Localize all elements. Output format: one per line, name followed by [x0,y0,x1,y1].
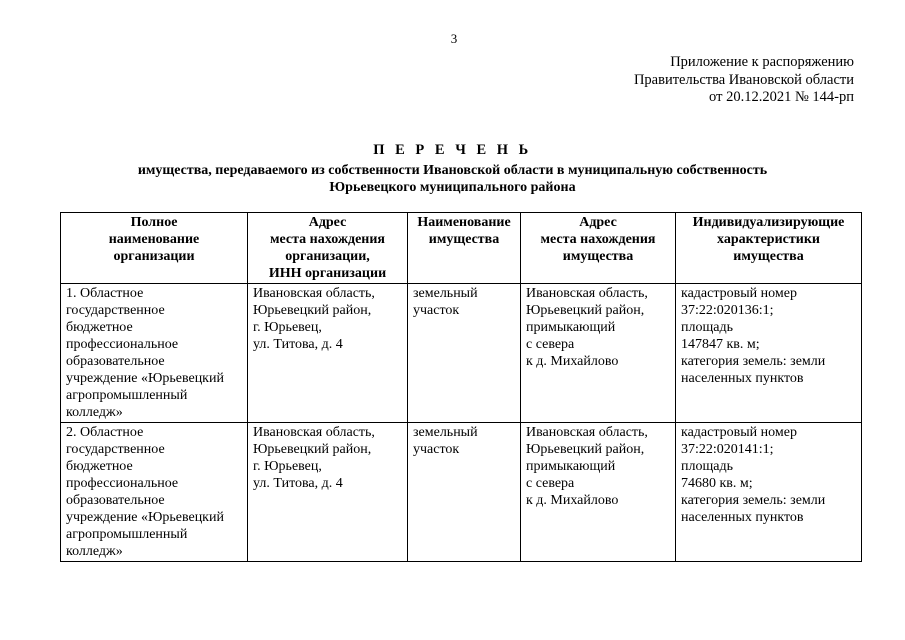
property-table [60,212,862,562]
cell-property-name: земельный участок [408,284,521,423]
cell-property-characteristics: кадастровый номер 37:22:020136:1; площадь 147847 кв. м; категория земель: земли населенных пунктов [676,284,862,423]
header-property-name: Наименование имущества [408,213,521,284]
subtitle-line: Юрьевецкого муниципального района [329,180,576,195]
cell-organization-name: 1. Областное государственное бюджетное профессиональное образовательное учреждение «Юрьевецкий агропромышленный колледж» [61,284,248,423]
header-property-address: Адрес места нахождения имущества [521,213,676,284]
table-header-row [61,213,862,284]
cell-property-address: Ивановская область, Юрьевецкий район, примыкающий с севера к д. Михайлово [521,284,676,423]
header-organization-address: Адрес места нахождения организации, ИНН организации [248,213,408,284]
cell-organization-name: 2. Областное государственное бюджетное профессиональное образовательное учреждение «Юрьевецкий агропромышленный колледж» [61,423,248,562]
cell-organization-address: Ивановская область, Юрьевецкий район, г. Юрьевец, ул. Титова, д. 4 [248,284,408,423]
appendix-line: Правительства Ивановской области [633,71,854,88]
cell-property-address: Ивановская область, Юрьевецкий район, примыкающий с севера к д. Михайлово [521,423,676,562]
appendix-line: от 20.12.2021 № 144-рп [709,89,854,105]
table-row [61,423,862,562]
header-organization-name: Полное наименование организации [61,213,248,284]
cell-property-name: земельный участок [408,423,521,562]
appendix-line: Приложение к распоряжению [670,54,854,70]
table-row [61,284,862,423]
document-subtitle [0,162,905,196]
appendix-note [634,54,854,107]
page-number: 3 [450,31,458,46]
header-property-characteristics: Индивидуализирующие характеристики имущества [676,213,862,284]
cell-organization-address: Ивановская область, Юрьевецкий район, г. Юрьевец, ул. Титова, д. 4 [248,423,408,562]
document-title: П Е Р Е Ч Е Н Ь [373,142,532,158]
subtitle-line: имущества, передаваемого из собственности Ивановской области в муниципальную собственность [137,163,768,178]
cell-property-characteristics: кадастровый номер 37:22:020141:1; площадь 74680 кв. м; категория земель: земли населенных пунктов [676,423,862,562]
